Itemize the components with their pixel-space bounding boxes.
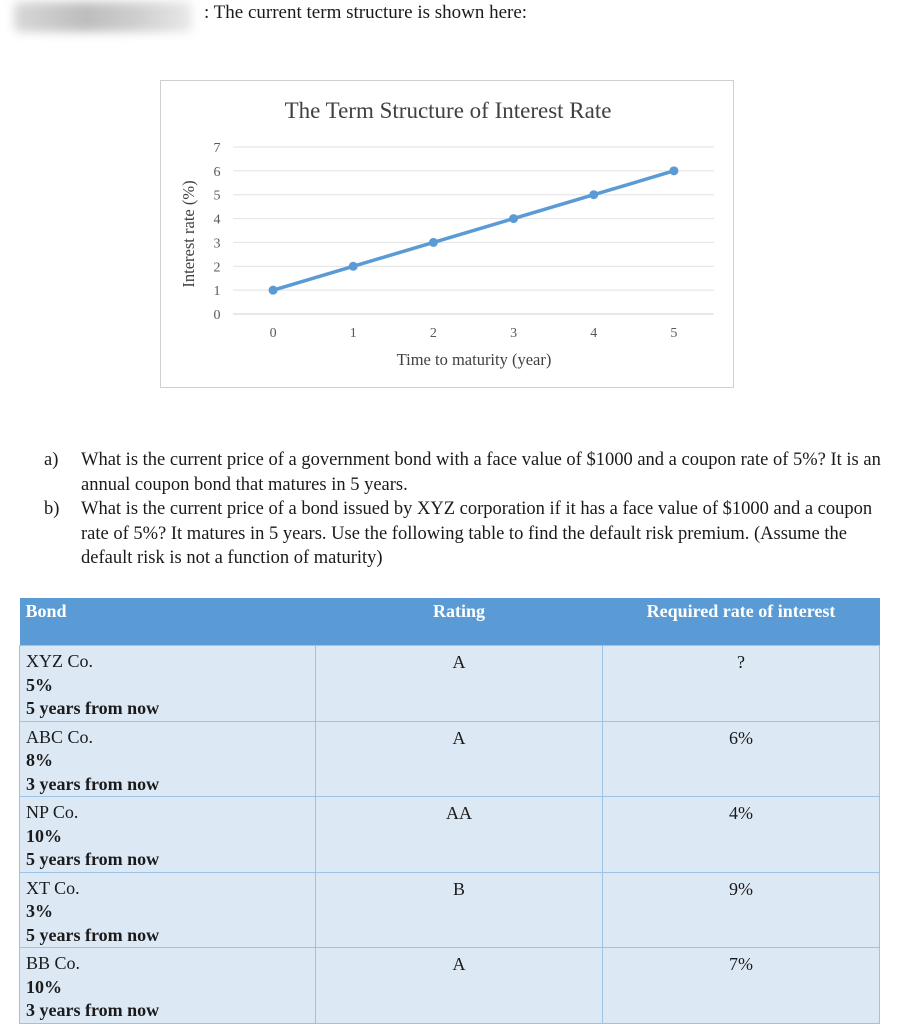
y-tick-label: 5	[213, 188, 221, 204]
data-point	[429, 238, 438, 247]
question-text: What is the current price of a government bond with a face value of $1000 and a coupon rate of 5%? It is an annual coupon bond that matures in 5 years.	[81, 450, 881, 495]
table-row	[20, 948, 880, 1024]
series-line	[273, 171, 674, 290]
table-row	[20, 797, 880, 873]
table-row	[20, 646, 880, 722]
bond-maturity: 3 years from now	[26, 773, 160, 794]
bond-name: XT Co.	[26, 877, 80, 898]
rate-cell: 4%	[603, 797, 880, 873]
x-tick-label: 5	[670, 326, 678, 341]
y-tick-label: 7	[213, 141, 221, 156]
table-row	[20, 872, 880, 948]
bond-cell	[20, 872, 316, 948]
question-a	[44, 448, 884, 497]
y-tick-label: 2	[213, 260, 221, 276]
y-tick-label: 0	[213, 308, 221, 323]
bond-name: BB Co.	[26, 953, 81, 973]
blurred-question-label	[14, 2, 192, 32]
header-required-rate: Required rate of interest	[603, 598, 880, 646]
bond-maturity: 5 years from now	[26, 698, 160, 718]
bond-maturity: 5 years from now	[26, 849, 160, 869]
data-point	[589, 190, 598, 199]
y-tick-label: 3	[213, 236, 221, 252]
rate-cell: 9%	[603, 872, 880, 948]
rate-cell: 6%	[603, 721, 880, 797]
rate-cell: ?	[603, 646, 880, 722]
rating-cell: B	[316, 872, 603, 948]
question-label: a)	[44, 450, 59, 470]
header-bond: Bond	[20, 598, 316, 646]
x-tick-label: 3	[510, 326, 518, 341]
questions-list	[44, 448, 884, 571]
intro-text: : The current term structure is shown here:	[204, 2, 528, 23]
header-rating: Rating	[316, 598, 603, 646]
rating-cell: A	[316, 646, 603, 722]
rating-cell: AA	[316, 797, 603, 873]
y-tick-label: 6	[213, 164, 221, 180]
x-tick-label: 2	[429, 326, 437, 341]
bond-cell	[20, 646, 316, 722]
data-point	[509, 214, 518, 223]
y-tick-label: 1	[213, 284, 221, 300]
data-point	[669, 166, 678, 175]
question-b	[44, 497, 884, 571]
bond-name: ABC Co.	[26, 726, 94, 747]
rating-cell: A	[316, 948, 603, 1024]
bond-maturity: 5 years from now	[26, 924, 160, 945]
question-label: b)	[44, 499, 60, 519]
table-row	[20, 721, 880, 797]
x-tick-label: 1	[349, 326, 357, 341]
chart-title: The Term Structure of Interest Rate	[284, 98, 612, 123]
chart-y-axis-label: Interest rate (%)	[179, 180, 198, 288]
bond-cell	[20, 948, 316, 1024]
bond-coupon: 10%	[26, 976, 62, 997]
question-text: What is the current price of a bond issued by XYZ corporation if it has a face value of $1000 and a coupon rate of 5%? It matures in 5 years. Use the following table to find the default risk premium. (Assume the default risk is not a function of maturity)	[81, 499, 873, 568]
bond-name: NP Co.	[26, 802, 79, 822]
bond-coupon: 5%	[26, 674, 53, 695]
table-header-row	[20, 598, 880, 646]
bond-name: XYZ Co.	[26, 651, 93, 671]
data-point	[349, 262, 358, 271]
bond-rating-table	[19, 598, 880, 1024]
bond-maturity: 3 years from now	[26, 1000, 160, 1020]
term-structure-chart	[160, 80, 734, 388]
rate-cell: 7%	[603, 948, 880, 1024]
x-tick-label: 0	[269, 326, 277, 341]
data-point	[269, 286, 278, 295]
bond-cell	[20, 721, 316, 797]
bond-coupon: 10%	[26, 825, 62, 846]
rating-cell: A	[316, 721, 603, 797]
bond-cell	[20, 797, 316, 873]
x-tick-label: 4	[590, 326, 598, 341]
y-tick-label: 4	[213, 212, 221, 228]
bond-coupon: 3%	[26, 901, 53, 921]
chart-svg	[161, 81, 735, 389]
chart-x-axis-label: Time to maturity (year)	[396, 350, 552, 369]
bond-coupon: 8%	[26, 750, 53, 770]
